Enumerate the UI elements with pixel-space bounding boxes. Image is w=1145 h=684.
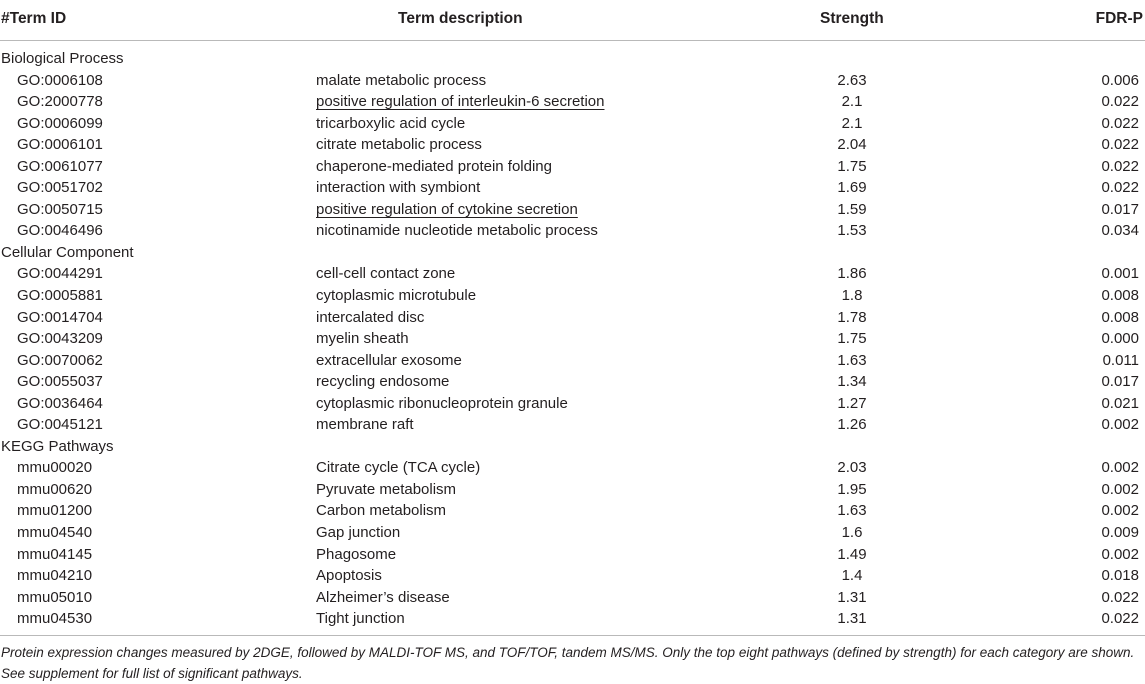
strength-cell: 1.27: [837, 394, 867, 412]
term-description-cell: intercalated disc: [316, 308, 425, 326]
table-row: [0, 91, 1145, 113]
term-id-cell: GO:0036464: [17, 394, 103, 412]
table-row: [0, 307, 1145, 329]
term-id-cell: GO:0006099: [17, 114, 103, 132]
strength-cell: 2.63: [837, 71, 867, 89]
strength-cell: 1.26: [837, 416, 867, 434]
term-description-cell: Tight junction: [316, 610, 405, 628]
strength-cell: 1.4: [841, 567, 863, 585]
table-row: [0, 328, 1145, 350]
strength-cell: 2.03: [837, 459, 867, 477]
fdr-cell: 0.009: [1101, 524, 1139, 542]
fdr-cell: 0.008: [1101, 287, 1139, 305]
term-id-cell: mmu04530: [17, 610, 93, 628]
term-description-cell: interaction with symbiont: [316, 179, 481, 197]
term-id-cell: GO:0006101: [17, 136, 103, 154]
strength-cell: 1.31: [837, 588, 867, 606]
fdr-cell: 0.018: [1101, 567, 1139, 585]
table-row: [0, 263, 1145, 285]
strength-cell: 1.53: [837, 222, 867, 240]
table-row: [0, 544, 1145, 566]
term-description-cell: malate metabolic process: [316, 71, 487, 89]
term-id-cell: GO:2000778: [17, 93, 103, 111]
table-row: [0, 113, 1145, 135]
fdr-cell: 0.021: [1101, 394, 1139, 412]
table-footnote: [0, 635, 1145, 684]
table-row: [0, 156, 1145, 178]
term-description-cell: recycling endosome: [316, 373, 450, 391]
term-id-cell: GO:0014704: [17, 308, 103, 326]
table-row: [0, 608, 1145, 630]
term-id-cell: mmu04210: [17, 567, 93, 585]
strength-cell: 1.86: [837, 265, 867, 283]
term-id-cell: GO:0050715: [17, 200, 103, 218]
term-description-cell: Citrate cycle (TCA cycle): [316, 459, 481, 477]
term-id-cell: mmu00620: [17, 480, 93, 498]
strength-cell: 1.8: [841, 287, 863, 305]
table-row: [0, 285, 1145, 307]
strength-cell: 1.34: [837, 373, 867, 391]
fdr-cell: 0.022: [1101, 93, 1139, 111]
table-row: [0, 220, 1145, 242]
table-row: [0, 393, 1145, 415]
term-description-cell: cytoplasmic ribonucleoprotein granule: [316, 394, 568, 412]
header-term-id: #Term ID: [1, 10, 67, 27]
term-description-cell: citrate metabolic process: [316, 136, 482, 154]
term-id-cell: GO:0046496: [17, 222, 103, 240]
header-term-description: Term description: [398, 10, 523, 27]
fdr-cell: 0.017: [1101, 200, 1139, 218]
category-row: Biological Process: [1, 50, 124, 67]
strength-cell: 1.31: [837, 610, 867, 628]
table-row: [0, 457, 1145, 479]
fdr-cell: 0.022: [1101, 114, 1139, 132]
term-id-cell: GO:0061077: [17, 157, 103, 175]
strength-cell: 1.49: [837, 545, 867, 563]
table-row: [0, 70, 1145, 92]
strength-cell: 1.6: [841, 524, 863, 542]
strength-cell: 1.75: [837, 330, 867, 348]
term-description-cell: cytoplasmic microtubule: [316, 287, 477, 305]
strength-cell: 2.1: [841, 93, 863, 111]
fdr-cell: 0.022: [1101, 610, 1139, 628]
table-row: [0, 565, 1145, 587]
term-id-cell: GO:0043209: [17, 330, 103, 348]
table-row: [0, 134, 1145, 156]
table-row: [0, 199, 1145, 221]
table-row: [0, 522, 1145, 544]
term-description-cell: Pyruvate metabolism: [316, 480, 457, 498]
fdr-cell: 0.022: [1101, 588, 1139, 606]
strength-cell: 2.1: [841, 114, 863, 132]
strength-cell: 1.95: [837, 480, 867, 498]
fdr-cell: 0.002: [1101, 545, 1139, 563]
fdr-cell: 0.011: [1102, 351, 1139, 369]
table-row: [0, 500, 1145, 522]
fdr-cell: 0.017: [1101, 373, 1139, 391]
table-row: [0, 177, 1145, 199]
term-description-cell: cell-cell contact zone: [316, 265, 456, 283]
term-id-cell: mmu00020: [17, 459, 93, 477]
term-id-cell: GO:0055037: [17, 373, 103, 391]
strength-cell: 2.04: [837, 136, 867, 154]
category-row: Cellular Component: [1, 243, 134, 261]
fdr-cell: 0.002: [1101, 459, 1139, 477]
category-row: KEGG Pathways: [1, 437, 114, 455]
header-strength: Strength: [820, 10, 884, 27]
fdr-cell: 0.022: [1101, 136, 1139, 154]
term-description-cell: Apoptosis: [316, 567, 382, 585]
term-id-cell: GO:0051702: [17, 179, 103, 197]
header-fdr: FDR-P: [1095, 10, 1143, 27]
term-description-cell: positive regulation of cytokine secretion: [316, 200, 578, 218]
table-row: [0, 371, 1145, 393]
strength-cell: 1.78: [837, 308, 867, 326]
fdr-cell: 0.000: [1101, 330, 1139, 348]
term-description-cell: membrane raft: [316, 416, 414, 434]
term-description-cell: nicotinamide nucleotide metabolic process: [316, 222, 598, 240]
table-row: [0, 587, 1145, 609]
term-description-cell: myelin sheath: [316, 330, 409, 348]
term-id-cell: GO:0005881: [17, 287, 103, 305]
table-row: [0, 350, 1145, 372]
fdr-cell: 0.002: [1101, 480, 1139, 498]
footnote-text: Protein expression changes measured by 2DGE, followed by MALDI-TOF MS, and TOF/TOF, tandem MS/MS. Only the top eight pathways (defined by strength) for each category are shown. See supplement for full list of significant pathways.: [1, 645, 1135, 681]
strength-cell: 1.59: [837, 200, 867, 218]
fdr-cell: 0.022: [1101, 157, 1139, 175]
term-description-cell: tricarboxylic acid cycle: [316, 114, 466, 132]
term-id-cell: mmu01200: [17, 502, 93, 520]
table-body: [0, 48, 1145, 630]
fdr-cell: 0.022: [1101, 179, 1139, 197]
table-row: [0, 479, 1145, 501]
term-description-cell: extracellular exosome: [316, 351, 462, 369]
fdr-cell: 0.001: [1101, 265, 1139, 283]
fdr-cell: 0.008: [1101, 308, 1139, 326]
fdr-cell: 0.002: [1101, 416, 1139, 434]
term-description-cell: Gap junction: [316, 524, 401, 542]
strength-cell: 1.63: [837, 351, 867, 369]
term-id-cell: GO:0044291: [17, 265, 103, 283]
term-id-cell: mmu04145: [17, 545, 93, 563]
strength-cell: 1.63: [837, 502, 867, 520]
term-description-cell: Alzheimer’s disease: [316, 588, 450, 606]
fdr-cell: 0.002: [1101, 502, 1139, 520]
term-id-cell: GO:0006108: [17, 71, 103, 89]
table-header: [0, 0, 1145, 41]
term-description-cell: Phagosome: [316, 545, 397, 563]
term-description-cell: Carbon metabolism: [316, 502, 447, 520]
fdr-cell: 0.006: [1101, 71, 1139, 89]
strength-cell: 1.69: [837, 179, 867, 197]
term-id-cell: mmu04540: [17, 524, 93, 542]
fdr-cell: 0.034: [1101, 222, 1139, 240]
term-description-cell: chaperone-mediated protein folding: [316, 157, 552, 175]
strength-cell: 1.75: [837, 157, 867, 175]
term-id-cell: GO:0070062: [17, 351, 103, 369]
table-row: [0, 414, 1145, 436]
term-description-cell: positive regulation of interleukin-6 secretion: [316, 93, 605, 111]
term-id-cell: GO:0045121: [17, 416, 103, 434]
term-id-cell: mmu05010: [17, 588, 93, 606]
